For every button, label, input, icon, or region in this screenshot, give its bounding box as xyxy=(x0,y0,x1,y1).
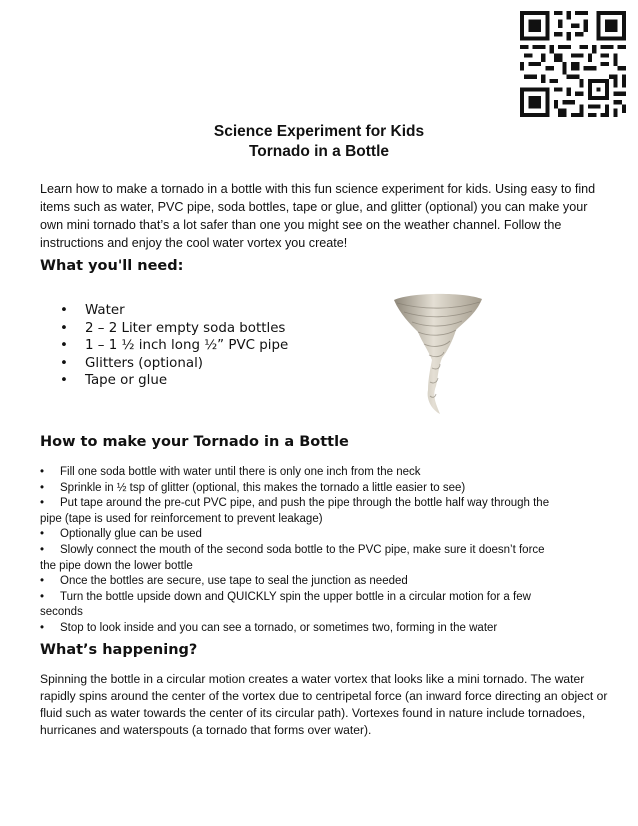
step-item xyxy=(40,496,612,527)
bullet: • xyxy=(40,481,45,494)
bullet: • xyxy=(40,543,45,556)
step-item xyxy=(40,590,612,621)
step-text: Put tape around the pre-cut PVC pipe, and push the pipe through the bottle half way through the xyxy=(60,497,550,510)
step-text-continued: the pipe down the lower bottle xyxy=(40,559,193,572)
step-text: Once the bottles are secure, use tape to seal the junction as needed xyxy=(60,575,408,588)
page-subtitle: Tornado in a Bottle xyxy=(248,143,390,160)
needs-heading: What you'll need: xyxy=(40,258,184,274)
tornado-icon xyxy=(392,292,484,418)
step-text: Slowly connect the mouth of the second soda bottle to the PVC pipe, make sure it doesn’t force xyxy=(60,543,545,556)
step-text: Sprinkle in ½ tsp of glitter (optional, this makes the tornado a little easier to see) xyxy=(60,481,466,494)
qr-code-icon xyxy=(520,11,626,117)
list-item: • Water xyxy=(60,302,288,320)
bullet: • xyxy=(40,575,45,588)
step-text: Optionally glue can be used xyxy=(60,528,202,541)
list-item: • 1 – 1 ½ inch long ½” PVC pipe xyxy=(60,337,288,355)
happening-paragraph: Spinning the bottle in a circular motion creates a water vortex that looks like a mini tornado. The water rapidly spins around the center of the vortex due to centripetal force (an inward force directing an object or fluid such as water towards the center of its circular path). Vortexes found in nature include tornadoes, hurricanes and waterspouts (a tornado that forms over water). xyxy=(40,672,608,737)
step-item xyxy=(40,621,612,637)
step-text: Fill one soda bottle with water until there is only one inch from the neck xyxy=(60,466,421,478)
step-item xyxy=(40,574,612,590)
step-text: Stop to look inside and you can see a tornado, or sometimes two, forming in the water xyxy=(60,621,498,634)
list-item: • Tape or glue xyxy=(60,372,288,390)
step-text-continued: seconds xyxy=(40,606,83,619)
step-text-continued: pipe (tape is used for reinforcement to prevent leakage) xyxy=(40,512,323,525)
step-item xyxy=(40,465,612,481)
step-item xyxy=(40,527,612,543)
step-text: Turn the bottle upside down and QUICKLY spin the upper bottle in a circular motion for a few xyxy=(60,590,531,603)
needs-list xyxy=(60,302,288,390)
list-item: • 2 – 2 Liter empty soda bottles xyxy=(60,320,288,338)
page-title: Science Experiment for Kids xyxy=(213,123,425,140)
bullet: • xyxy=(40,466,45,478)
bullet: • xyxy=(40,590,45,603)
intro-paragraph: Learn how to make a tornado in a bottle with this fun science experiment for kids. Using easy to find items such as water, PVC pipe, soda bottles, tape or glue, and glitter (optional) you can make your own mini tornado that’s a lot safer than one you might see on the weather channel. Follow the instructions and enjoy the cool water vortex you create! xyxy=(40,182,596,250)
bullet: • xyxy=(40,528,45,541)
bullet: • xyxy=(40,621,45,634)
step-item xyxy=(40,543,612,574)
step-item xyxy=(40,481,612,497)
steps-list xyxy=(40,465,612,637)
bullet: • xyxy=(40,497,45,510)
list-item: • Glitters (optional) xyxy=(60,355,288,373)
howto-heading: How to make your Tornado in a Bottle xyxy=(40,434,349,450)
happening-heading: What’s happening? xyxy=(40,642,198,658)
